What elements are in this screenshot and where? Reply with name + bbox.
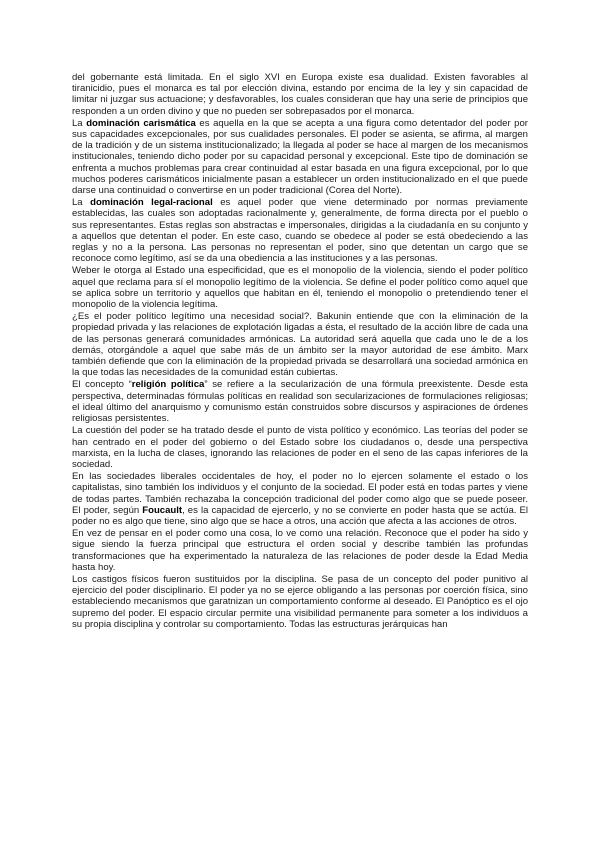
paragraph-bakunin	[72, 311, 528, 378]
bold-term: dominación carismática	[86, 117, 196, 129]
paragraph-lead: El concepto “	[72, 379, 132, 391]
paragraph-text: En vez de pensar en el poder como una cosa, lo ve como una relación. Reconoce que el poder ha sido y sigue siendo la fuerza principal que estructura el orden social y describe también las profundas transformaciones que ha experimentado la naturaleza de las relaciones de poder desde la Edad Media hasta hoy.	[72, 528, 528, 573]
paragraph-text: ” se refiere a la secularización de una fórmula preexistente. Desde esta perspectiva, determinadas fórmulas políticas en realidad son secularizaciones de formulaciones religiosas; el ideal último del anarquismo y comunismo están construidos sobre discursos y aspiraciones de órdenes religiosas persistentes.	[72, 379, 528, 425]
bold-term: dominación legal-racional	[90, 197, 213, 209]
bold-term: religión política	[131, 379, 205, 391]
paragraph-text: del gobernante está limitada. En el siglo XVI en Europa existe esa dualidad. Existen favorables al tiranicidio, pues el monarca es tal por elección divina, estando por encima de la ley y sin capacidad de limitar ni juzgar sus actuacione; y desfavorables, los cuales consideran que hay una serie de principios que responden a un orden divino y que no pueden ser sobrepasados por el monarca.	[72, 72, 528, 117]
paragraph-text: es aquel poder que viene determinado por normas previamente establecidas, las cuales son adoptadas racionalmente y, generalmente, de forma directa por el pueblo o sus representantes. Estas reglas son abstractas e impersonales, dirigidas a la ciudadanía en su conjunto y a aquellos que detentan el poder. En este caso, cuando se obedece al poder se está obedeciendo a las reglas y no a la persona. Las personas no representan el poder, sino que detentan un cargo que se reconoce como legítimo, así se da una obediencia a las instituciones y a las personas.	[72, 197, 528, 265]
paragraph-relacion	[72, 528, 528, 573]
paragraph-dominacion-legal-racional	[72, 197, 528, 264]
paragraph-lead: En las sociedades liberales occidentales de hoy, el poder no lo ejercen solamente el estado o los capitalistas, sino también los individuos y el conjunto de la sociedad. El poder está en todas partes y viene de todas partes. También rechazaba la concepción tradicional del poder como algo que se puede poseer. El poder, según	[72, 471, 528, 516]
paragraph-text: Weber le otorga al Estado una especificidad, que es el monopolio de la violencia, siendo el poder político aquel que reclama para sí el monopolio legítimo de la violencia. Se define el poder político como aquel que se aplica sobre un territorio y aquellos que habitan en él, teniendo el monopolio o pretendiendo tener el monopolio de la violencia legítima.	[72, 265, 528, 311]
paragraph-tiranicidio	[72, 72, 528, 117]
paragraph-lead: La	[72, 197, 91, 209]
paragraph-foucault	[72, 471, 528, 527]
paragraph-text: Los castigos físicos fueron sustituidos por la disciplina. Se pasa de un concepto del poder punitivo al ejercicio del poder disciplinario. El poder ya no se ejerce obligando a las personas por coerción física, sino estableciendo mecanismos que garatnizan un comportamiento conforme al deseado. El Panóptico es el ojo supremo del poder. El espacio circular permite una visibilidad permanente para someter a los individuos a su propia disciplina y controlar su comportamiento. Todas las estructuras jerárquicas han	[72, 573, 528, 630]
bold-term: Foucault	[142, 504, 183, 516]
paragraph-religion-politica	[72, 379, 528, 424]
paragraph-text: es aquella en la que se acepta a una figura como detentador del poder por sus capacidades excepcionales, por sus cualidades personales. El poder se asienta, se afirma, al margen de la tradición y de un sistema institucionalizado; la llegada al poder se hace al margen de los mecanismos institucionales, teniendo dicho poder por su capacidad personal y excepcional. Este tipo de dominación se enfrenta a muchos problemas para crear continuidad al estar basada en una figura excepcional, por lo que muchos poderes carismáticos inicialmente pasan a establecer un orden institucionalizado en el que puede darse una continuidad o convertirse en un poder tradicional (Corea del Norte).	[72, 117, 528, 197]
document-page	[72, 72, 528, 630]
paragraph-text: , es la capacidad de ejercerlo, y no se convierte en poder hasta que se actúa. El poder no es algo que tiene, sino algo que se hace a otros, una acción que afecta a las acciones de otros.	[72, 504, 528, 527]
paragraph-disciplina	[72, 574, 528, 630]
paragraph-weber	[72, 265, 528, 310]
paragraph-cuestion-del-poder	[72, 425, 528, 470]
paragraph-text: ¿Es el poder político legítimo una necesidad social?. Bakunin entiende que con la eliminación de la propiedad privada y las relaciones de explotación ligadas a ésta, el resultado de la acción libre de cada una de las personas generará comunidades armónicas. La autoridad será aquella que cada uno le de a los demás, otorgándole a aquel que sabe más de un ámbito ser la mayor autoridad de ese ámbito. Marx también defiende que con la eliminación de la propiedad privada se desarrollará una sociedad armónica en la que todas las necesidades de la comunidad están cubiertas.	[72, 311, 528, 379]
paragraph-lead: La	[72, 117, 87, 129]
paragraph-text: La cuestión del poder se ha tratado desde el punto de vista político y económico. Las teorías del poder se han centrado en el poder del gobierno o del Estado sobre los ciudadanos o, desde una perspectiva marxista, en la lucha de clases, ignorando las relaciones de poder en el seno de las capas inferiores de la sociedad.	[72, 425, 528, 470]
paragraph-dominacion-carismatica	[72, 118, 528, 196]
